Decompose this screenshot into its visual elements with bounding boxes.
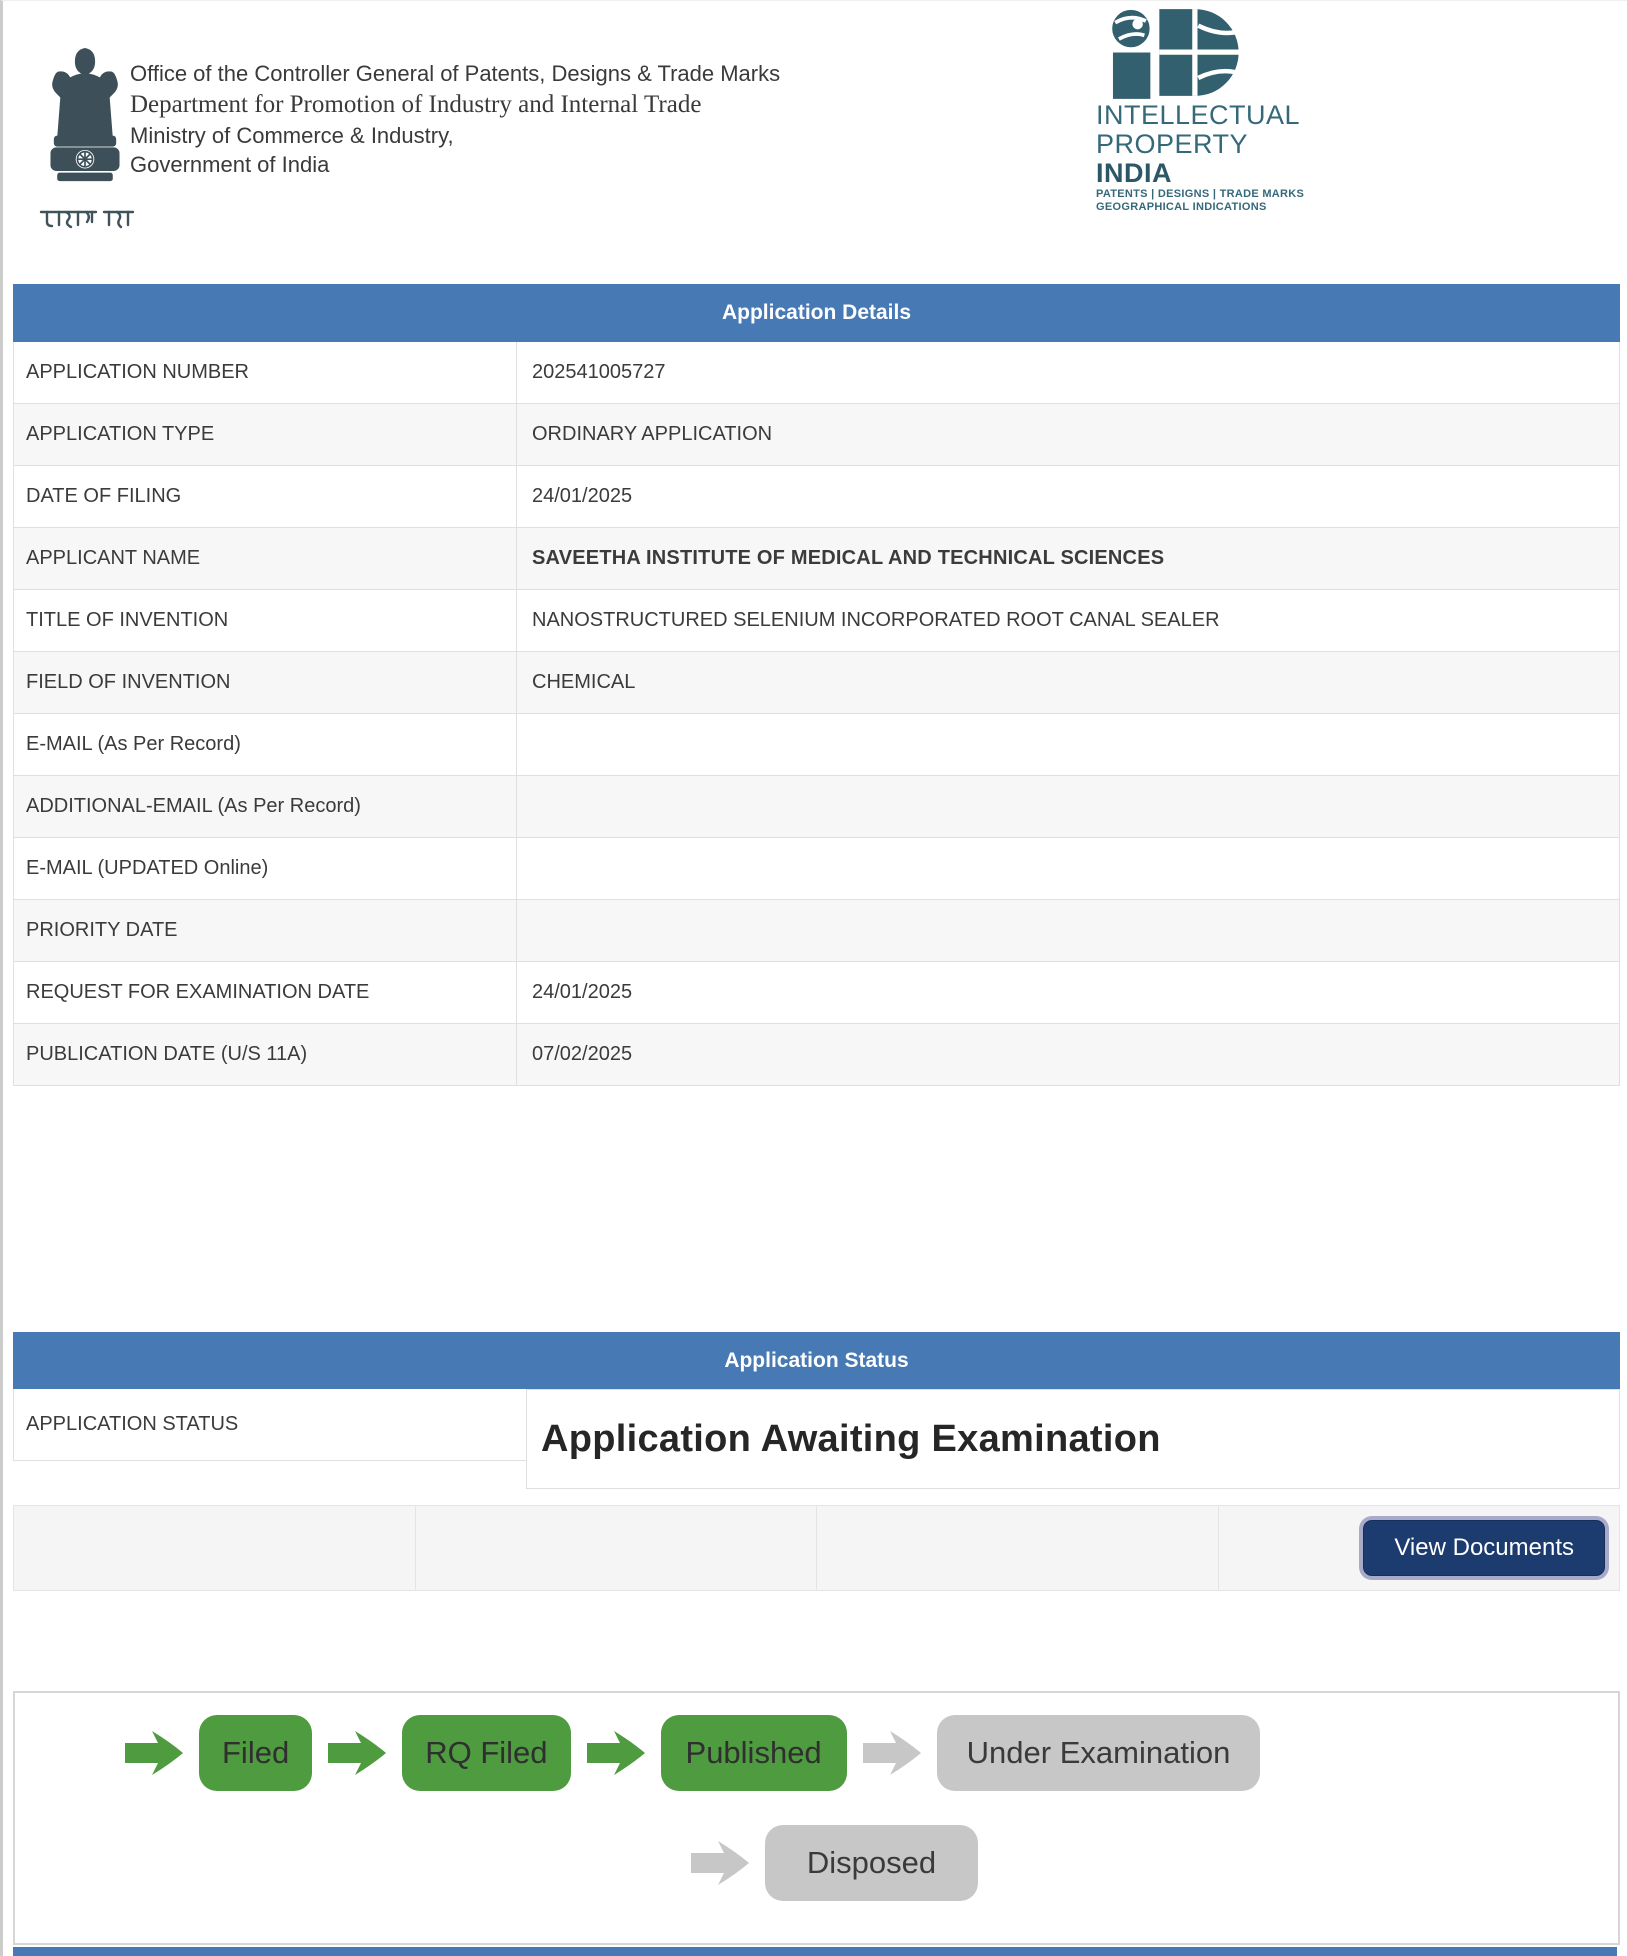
actions-bar	[13, 1505, 1620, 1591]
row-value	[517, 900, 1620, 962]
row-value-applicant-name: SAVEETHA INSTITUTE OF MEDICAL AND TECHNICAL SCIENCES	[517, 528, 1620, 590]
table-row	[14, 776, 1620, 838]
row-value: CHEMICAL	[517, 652, 1620, 714]
table-row	[14, 838, 1620, 900]
view-documents-button[interactable]: View Documents	[1363, 1520, 1605, 1576]
row-label: APPLICATION NUMBER	[14, 342, 517, 404]
ashoka-emblem	[39, 43, 131, 235]
application-status-label: APPLICATION STATUS	[13, 1389, 526, 1461]
ip-logo-line4: GEOGRAPHICAL INDICATIONS	[1096, 201, 1267, 213]
table-row	[14, 714, 1620, 776]
application-details-header: Application Details	[14, 285, 1620, 342]
row-label: ADDITIONAL-EMAIL (As Per Record)	[14, 776, 517, 838]
table-row	[14, 900, 1620, 962]
row-label: APPLICATION TYPE	[14, 404, 517, 466]
application-status-body	[13, 1389, 1620, 1489]
footer-bar	[13, 1947, 1617, 1956]
actions-bar-cell	[14, 1506, 416, 1590]
flow-stage-disposed: Disposed	[765, 1825, 978, 1901]
row-value	[517, 776, 1620, 838]
table-row	[14, 342, 1620, 404]
actions-bar-cell	[817, 1506, 1219, 1590]
application-status-header: Application Status	[13, 1332, 1620, 1389]
flow-stage-published: Published	[661, 1715, 847, 1791]
row-label: FIELD OF INVENTION	[14, 652, 517, 714]
actions-bar-cell	[416, 1506, 818, 1590]
flow-stage-under-examination: Under Examination	[937, 1715, 1261, 1791]
status-flow-panel	[13, 1691, 1620, 1945]
row-label: REQUEST FOR EXAMINATION DATE	[14, 962, 517, 1024]
department-line: Department for Promotion of Industry and Internal Trade	[130, 91, 702, 118]
ip-logo-property: PROPERTY	[1096, 129, 1248, 159]
application-status-value: Application Awaiting Examination	[541, 1417, 1161, 1460]
actions-bar-cell	[1219, 1506, 1620, 1590]
table-row	[14, 1024, 1620, 1086]
ip-logo-india: INDIA	[1096, 158, 1172, 188]
flow-arrow-gray-icon	[863, 1730, 921, 1776]
table-row	[14, 528, 1620, 590]
application-status-value-cell	[526, 1389, 1620, 1489]
flow-arrow-green-icon	[587, 1730, 645, 1776]
table-row	[14, 404, 1620, 466]
application-details-section	[3, 284, 1627, 1086]
ip-logo-line2	[1096, 130, 1311, 188]
flow-arrow-green-icon	[125, 1730, 183, 1776]
masthead	[3, 1, 1627, 274]
ip-logo-line3: PATENTS | DESIGNS | TRADE MARKS	[1096, 188, 1305, 200]
row-value: ORDINARY APPLICATION	[517, 404, 1620, 466]
row-label: PUBLICATION DATE (U/S 11A)	[14, 1024, 517, 1086]
ip-logo-line1: INTELLECTUAL	[1096, 100, 1301, 130]
application-status-section	[3, 1332, 1627, 1489]
table-row	[14, 590, 1620, 652]
ashoka-emblem-icon	[42, 43, 128, 203]
flow-stage-filed: Filed	[199, 1715, 312, 1791]
table-row	[14, 466, 1620, 528]
row-label: TITLE OF INVENTION	[14, 590, 517, 652]
application-details-table	[13, 284, 1620, 1086]
row-value: 07/02/2025	[517, 1024, 1620, 1086]
status-flow-row-2	[33, 1825, 1627, 1901]
masthead-text	[130, 59, 780, 179]
row-value: 202541005727	[517, 342, 1620, 404]
government-line: Government of India	[130, 152, 330, 177]
table-row	[14, 962, 1620, 1024]
status-flow-row-1	[15, 1715, 1618, 1791]
row-value	[517, 838, 1620, 900]
row-label: PRIORITY DATE	[14, 900, 517, 962]
row-label: DATE OF FILING	[14, 466, 517, 528]
flow-arrow-green-icon	[328, 1730, 386, 1776]
row-value: NANOSTRUCTURED SELENIUM INCORPORATED ROOT CANAL SEALER	[517, 590, 1620, 652]
table-row	[14, 652, 1620, 714]
ministry-line: Ministry of Commerce & Industry,	[130, 123, 454, 148]
row-value: 24/01/2025	[517, 962, 1620, 1024]
flow-stage-rq-filed: RQ Filed	[402, 1715, 570, 1791]
satyameva-jayate-motto	[39, 208, 135, 230]
office-line: Office of the Controller General of Patents, Designs & Trade Marks	[130, 61, 781, 86]
row-label: E-MAIL (UPDATED Online)	[14, 838, 517, 900]
row-label: E-MAIL (As Per Record)	[14, 714, 517, 776]
flow-arrow-gray-icon	[691, 1840, 749, 1886]
ip-india-logo	[1096, 9, 1311, 214]
row-value	[517, 714, 1620, 776]
row-value: 24/01/2025	[517, 466, 1620, 528]
row-label: APPLICANT NAME	[14, 528, 517, 590]
ip-india-logo-mark	[1098, 9, 1288, 99]
